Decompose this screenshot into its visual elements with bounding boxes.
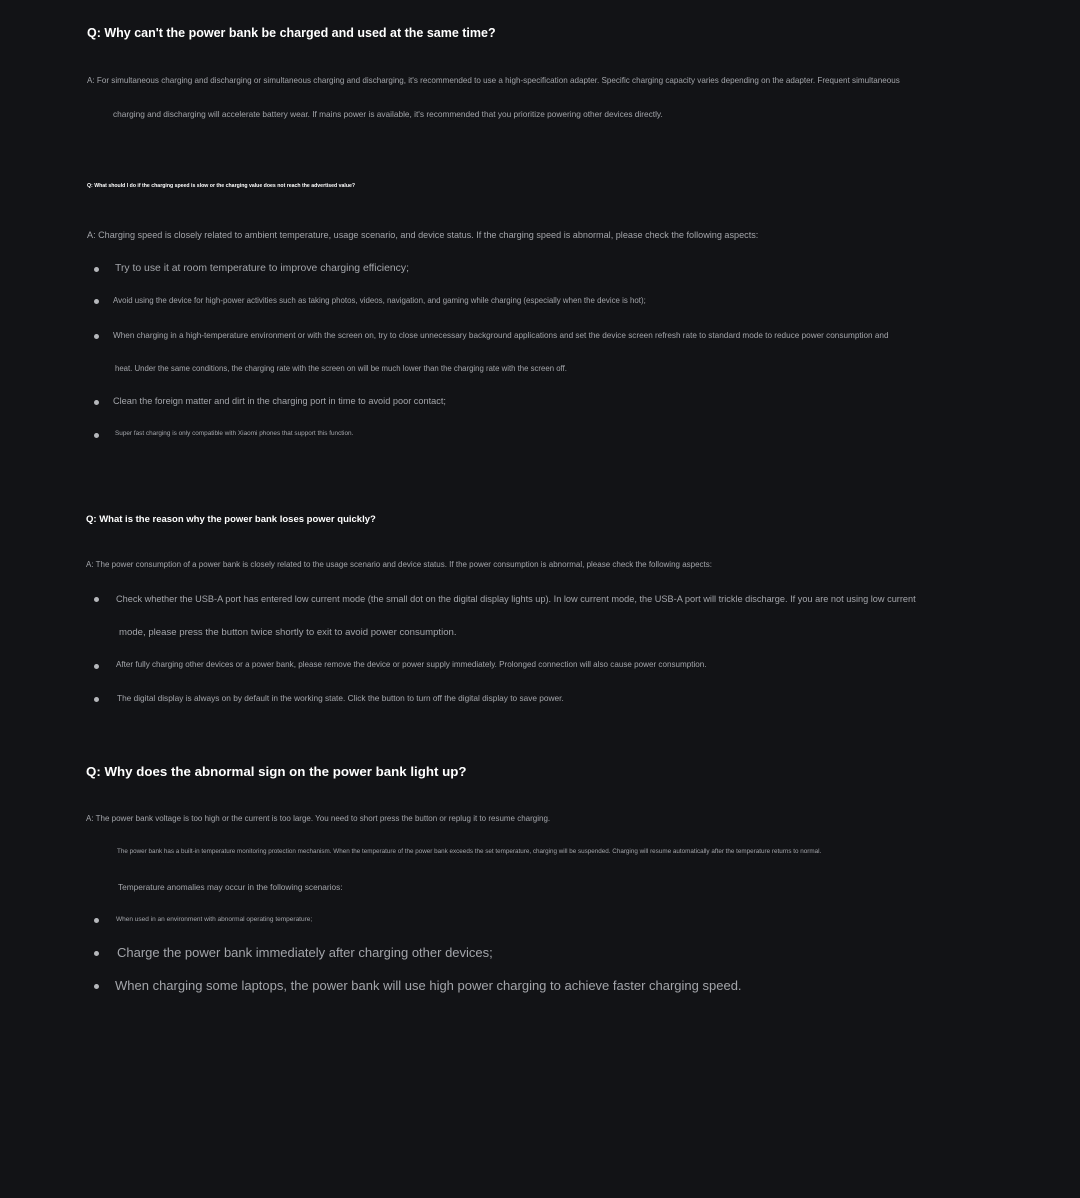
faq-2-bullet-1: Try to use it at room temperature to improve charging efficiency; (115, 263, 409, 274)
bullet-icon (94, 697, 99, 702)
bullet-icon (94, 334, 99, 339)
faq-answer-1-line-2: charging and discharging will accelerate battery wear. If mains power is available, it's recommended that you prioritize powering other devices directly. (113, 109, 663, 119)
bullet-icon (94, 918, 99, 923)
faq-answer-4-sub-1: The power bank has a built-in temperature monitoring protection mechanism. When the temperature of the power bank exceeds the set temperature, charging will be suspended. Charging will resume automatically after the temperature returns to normal. (117, 848, 822, 855)
faq-2-bullet-3-line-1: When charging in a high-temperature environment or with the screen on, try to close unnecessary background applications and set the device screen refresh rate to standard mode to reduce power consumption and (113, 331, 889, 340)
faq-2-bullet-3-line-2: heat. Under the same conditions, the charging rate with the screen on will be much lower than the charging rate with the screen off. (115, 364, 567, 373)
faq-4-bullet-3: When charging some laptops, the power bank will use high power charging to achieve faster charging speed. (115, 978, 742, 993)
faq-3-bullet-1-line-1: Check whether the USB-A port has entered low current mode (the small dot on the digital display lights up). In low current mode, the USB-A port will trickle discharge. If you are not using low current (116, 594, 916, 604)
faq-question-3: Q: What is the reason why the power bank loses power quickly? (86, 514, 376, 525)
faq-answer-2: A: Charging speed is closely related to ambient temperature, usage scenario, and device status. If the charging speed is abnormal, please check the following aspects: (87, 230, 759, 240)
bullet-icon (94, 664, 99, 669)
faq-2-bullet-2: Avoid using the device for high-power activities such as taking photos, videos, navigation, and gaming while charging (especially when the device is hot); (113, 296, 646, 305)
bullet-icon (94, 299, 99, 304)
faq-question-2: Q: What should I do if the charging speed is slow or the charging value does not reach the advertised value? (87, 183, 356, 189)
faq-4-bullet-2: Charge the power bank immediately after charging other devices; (117, 945, 493, 960)
faq-4-bullet-1: When used in an environment with abnormal operating temperature; (116, 916, 313, 923)
bullet-icon (94, 951, 99, 956)
bullet-icon (94, 984, 99, 989)
faq-3-bullet-3: The digital display is always on by default in the working state. Click the button to turn off the digital display to save power. (117, 693, 564, 703)
faq-3-bullet-2: After fully charging other devices or a power bank, please remove the device or power supply immediately. Prolonged connection will also cause power consumption. (116, 660, 707, 669)
faq-2-bullet-4: Clean the foreign matter and dirt in the charging port in time to avoid poor contact; (113, 396, 446, 406)
faq-answer-4-sub-2: Temperature anomalies may occur in the following scenarios: (118, 882, 343, 892)
faq-question-4: Q: Why does the abnormal sign on the power bank light up? (86, 764, 467, 779)
faq-question-1: Q: Why can't the power bank be charged and used at the same time? (87, 26, 496, 40)
faq-answer-1-line-1: A: For simultaneous charging and discharging or simultaneous charging and discharging, it's recommended to use a high-specification adapter. Specific charging capacity varies depending on the adapter. Frequent simultaneous (87, 76, 900, 85)
faq-answer-3: A: The power consumption of a power bank is closely related to the usage scenario and device status. If the power consumption is abnormal, please check the following aspects: (86, 560, 712, 569)
faq-answer-4: A: The power bank voltage is too high or the current is too large. You need to short press the button or replug it to resume charging. (86, 814, 551, 823)
bullet-icon (94, 597, 99, 602)
faq-2-bullet-5: Super fast charging is only compatible with Xiaomi phones that support this function. (115, 430, 354, 437)
bullet-icon (94, 433, 99, 438)
bullet-icon (94, 267, 99, 272)
faq-3-bullet-1-line-2: mode, please press the button twice shortly to exit to avoid power consumption. (119, 627, 457, 638)
bullet-icon (94, 400, 99, 405)
